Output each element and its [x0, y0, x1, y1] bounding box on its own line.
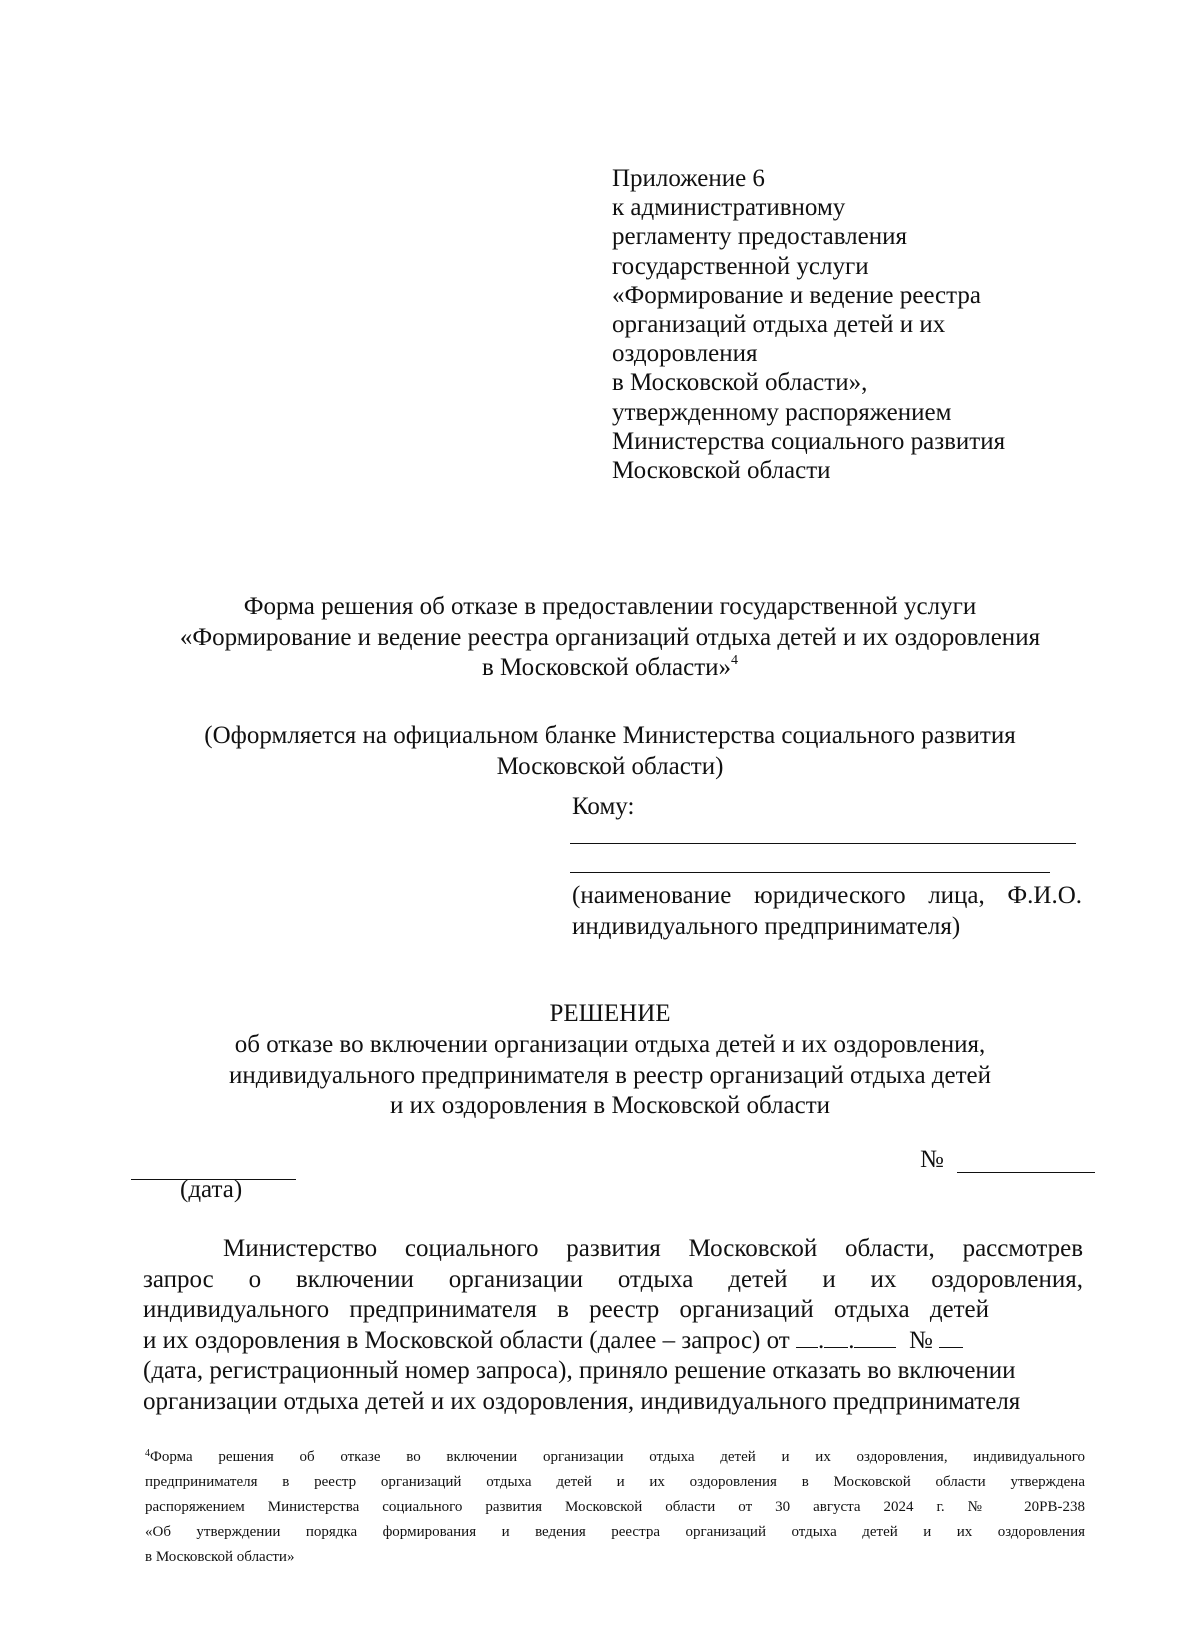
decision-body — [143, 1234, 1083, 1418]
date-separator: . — [848, 1326, 855, 1354]
footnote-line — [145, 1445, 1085, 1470]
body-line: (дата, регистрационный номер запроса), приняло решение отказать во включении — [143, 1357, 1016, 1385]
form-title-line: Форма решения об отказе в предоставлении государственной услуги — [243, 593, 977, 620]
decision-title-line: и их оздоровления в Московской области — [389, 1092, 831, 1119]
date-month-blank — [824, 1327, 848, 1348]
recipient-blank-line — [570, 843, 1076, 844]
appendix-line: оздоровления — [612, 340, 758, 368]
footnote-line: «Об утверждении порядка формирования и ведения реестра организаций отдыха детей и их оздоровления — [145, 1524, 1085, 1540]
note-line: (Оформляется на официальном бланке Министерства социального развития — [204, 722, 1016, 749]
footnote-line: в Московской области» — [145, 1549, 295, 1565]
blank-note — [120, 720, 1100, 782]
footnote-reference: 4 — [731, 653, 739, 668]
footnote-mark: 4 — [145, 1448, 150, 1459]
body-line: организации отдыха детей и их оздоровления, индивидуального предпринимателя — [143, 1387, 1021, 1415]
appendix-line: государственной услуги — [612, 252, 869, 280]
body-line: Министерство социального развития Московской области, рассмотрев — [223, 1235, 1083, 1262]
body-line-with-blanks — [143, 1326, 1083, 1357]
recipient-blank-line — [570, 872, 1050, 873]
date-year-blank — [854, 1327, 896, 1348]
appendix-line: утвержденному распоряжением — [612, 398, 952, 426]
request-number-blank — [939, 1327, 963, 1348]
number-blank-line — [957, 1172, 1095, 1173]
decision-title — [120, 1030, 1100, 1122]
date-day-blank — [796, 1327, 818, 1348]
decision-title-line: индивидуального предпринимателя в реестр организаций отдыха детей — [228, 1061, 992, 1089]
appendix-line: Министерства социального развития — [612, 427, 1006, 455]
decision-title-line: об отказе во включении организации отдыха детей и их оздоровления, — [234, 1031, 986, 1058]
recipient-hint-line: (наименование юридического лица, Ф.И.О. — [572, 882, 1082, 909]
date-separator: . — [817, 1326, 825, 1354]
form-title-line-last — [120, 653, 1100, 684]
number-sign: № — [908, 1326, 933, 1354]
appendix-line: к административному — [612, 194, 846, 222]
appendix-line: регламенту предоставления — [612, 223, 908, 251]
form-title-line: «Формирование и ведение реестра организаций отдыха детей и их оздоровления — [179, 623, 1041, 651]
form-title-text: в Московской области» — [481, 654, 732, 681]
footnote-line: распоряжением Министерства социального развития Московской области от 30 августа 2024 г. № 20РВ-238 — [145, 1499, 1085, 1515]
footnote-line: предпринимателя в реестр организаций отдыха детей и их оздоровления в Московской области утверждена — [145, 1474, 1085, 1490]
appendix-line: Приложение 6 — [612, 165, 765, 192]
footnote — [145, 1445, 1085, 1570]
appendix-line: Московской области — [612, 457, 831, 485]
recipient-hint — [572, 880, 1082, 942]
number-sign: № — [920, 1146, 944, 1173]
appendix-header — [612, 164, 1082, 485]
form-title — [120, 592, 1100, 684]
decision-heading: РЕШЕНИЕ — [549, 1000, 671, 1027]
note-line: Московской области) — [496, 753, 724, 780]
recipient-hint-line: индивидуального предпринимателя) — [572, 913, 961, 940]
appendix-line: организаций отдыха детей и их — [612, 311, 946, 339]
appendix-line: в Московской области», — [612, 369, 868, 397]
recipient-label: Кому: — [572, 793, 635, 820]
appendix-line: «Формирование и ведение реестра — [612, 281, 981, 309]
date-caption: (дата) — [180, 1176, 243, 1203]
body-line-text: и их оздоровления в Московской области (далее – запрос) от — [143, 1326, 790, 1354]
footnote-text: Форма решения об отказе во включении организации отдыха детей и их оздоровления, индивидуального — [150, 1449, 1085, 1465]
body-line-text: индивидуального предпринимателя в реестр организаций отдыха детей — [143, 1296, 990, 1324]
body-line: запрос о включении организации отдыха детей и их оздоровления, — [143, 1265, 1083, 1293]
body-line — [143, 1295, 1083, 1326]
